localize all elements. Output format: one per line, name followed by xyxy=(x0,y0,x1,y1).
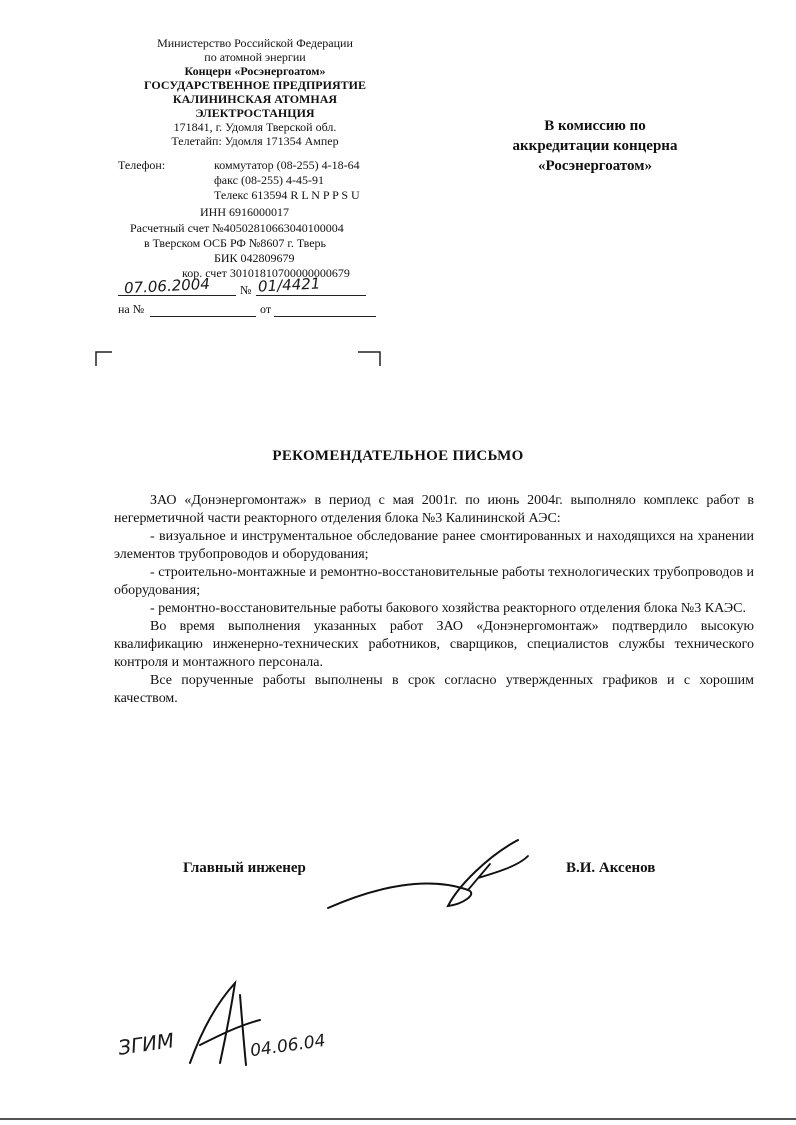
telex: Телекс 613594 R L N P P S U xyxy=(214,188,360,202)
handwritten-signature xyxy=(318,826,538,916)
signatory-name: В.И. Аксенов xyxy=(566,860,656,876)
addressee-line-3: «Росэнергоатом» xyxy=(538,158,652,174)
from-label: от xyxy=(260,302,272,316)
scan-edge xyxy=(0,1118,796,1120)
body-paragraph-2: Во время выполнения указанных работ ЗАО «Донэнергомонтаж» подтвердило высокую квалификацию инженерно-технических работников, сварщиков, специалистов службы технического контроля и монтажного персонала. xyxy=(114,619,754,670)
letterhead xyxy=(110,36,400,148)
letter-body xyxy=(114,492,754,708)
number-sign: № xyxy=(240,283,252,297)
inn: ИНН 6916000017 xyxy=(200,205,289,219)
signatory-title: Главный инженер xyxy=(183,860,306,876)
address: 171841, г. Удомля Тверской обл. xyxy=(173,120,337,134)
outgoing-date: 07.06.2004 xyxy=(123,274,211,298)
number-underline xyxy=(256,295,366,296)
bank-name: в Тверском ОСБ РФ №8607 г. Тверь xyxy=(144,236,327,250)
correspondent-account: кор. счет 30101810700000000679 xyxy=(182,266,350,280)
concern-name: Концерн «Росэнергоатом» xyxy=(184,64,326,78)
addressee xyxy=(470,116,720,176)
enterprise-line-1: ГОСУДАРСТВЕННОЕ ПРЕДПРИЯТИЕ xyxy=(144,78,366,92)
body-paragraph-3: Все порученные работы выполнены в срок согласно утвержденных графиков и с хорошим качеством. xyxy=(114,673,754,706)
corner-marks xyxy=(88,348,388,368)
outgoing-number: 01/4421 xyxy=(257,274,321,296)
fax: факс (08-255) 4-45-91 xyxy=(214,173,324,187)
from-underline xyxy=(274,316,376,317)
date-underline xyxy=(118,295,236,296)
bank-account: Расчетный счет №40502810663040100004 xyxy=(130,221,344,235)
annotation-date: 04.06.04 xyxy=(248,1030,327,1062)
addressee-line-1: В комиссию по xyxy=(544,118,646,134)
reply-to-underline xyxy=(150,316,256,317)
addressee-line-2: аккредитации концерна xyxy=(512,138,678,154)
enterprise-line-3: ЭЛЕКТРОСТАНЦИЯ xyxy=(195,106,315,120)
teletype: Телетайп: Удомля 171354 Ампер xyxy=(171,134,339,148)
phone-switchboard: коммутатор (08-255) 4-18-64 xyxy=(214,158,360,172)
bik: БИК 042809679 xyxy=(214,251,295,265)
body-item-2: - строительно-монтажные и ремонтно-восстановительные работы технологических трубопроводов и оборудования; xyxy=(114,565,754,598)
ministry-line-1: Министерство Российской Федерации xyxy=(157,36,353,50)
body-item-1: - визуальное и инструментальное обследование ранее смонтированных и находящихся на хранении элементов трубопроводов и оборудования; xyxy=(114,529,754,562)
annotation-text: ЗГИМ xyxy=(116,1028,176,1060)
reply-to-label: на № xyxy=(118,302,145,316)
phone-label: Телефон: xyxy=(118,158,166,172)
body-item-3: - ремонтно-восстановительные работы бакового хозяйства реакторного отделения блока №3 КАЭС. xyxy=(150,601,746,616)
ministry-line-2: по атомной энергии xyxy=(204,50,306,64)
enterprise-line-2: КАЛИНИНСКАЯ АТОМНАЯ xyxy=(172,92,338,106)
document-title: РЕКОМЕНДАТЕЛЬНОЕ ПИСЬМО xyxy=(272,448,524,464)
body-paragraph-1: ЗАО «Донэнергомонтаж» в период с мая 2001г. по июнь 2004г. выполняло комплекс работ в негерметичной части реакторного отделения блока №3 Калининской АЭС: xyxy=(114,493,754,526)
